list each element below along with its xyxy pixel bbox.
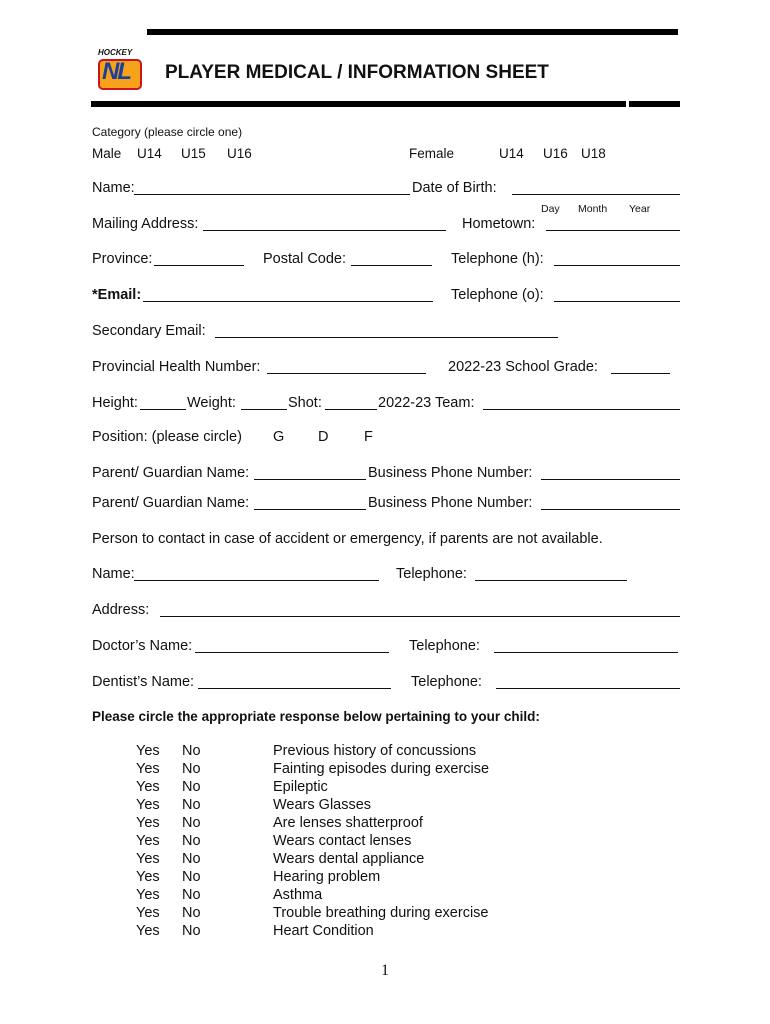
dob-label: Date of Birth: bbox=[412, 180, 497, 196]
team-label: 2022-23 Team: bbox=[378, 395, 475, 411]
question-text: Heart Condition bbox=[273, 923, 374, 939]
question-yes[interactable]: Yes bbox=[136, 851, 160, 867]
parent2-label: Parent/ Guardian Name: bbox=[92, 495, 250, 511]
health-number-field[interactable] bbox=[267, 373, 426, 374]
position-g[interactable]: G bbox=[273, 429, 285, 445]
address-label: Address: bbox=[92, 602, 150, 618]
questions-heading: Please circle the appropriate response below pertaining to your child: bbox=[92, 709, 540, 724]
question-text: Wears dental appliance bbox=[273, 851, 425, 867]
question-yes[interactable]: Yes bbox=[136, 743, 160, 759]
question-yes[interactable]: Yes bbox=[136, 869, 160, 885]
doctor-telephone-label: Telephone: bbox=[409, 638, 480, 654]
school-grade-label: 2022-23 School Grade: bbox=[448, 359, 598, 375]
postal-code-label: Postal Code: bbox=[263, 251, 347, 267]
parent1-label: Parent/ Guardian Name: bbox=[92, 465, 250, 481]
question-text: Hearing problem bbox=[273, 869, 381, 885]
question-no[interactable]: No bbox=[182, 797, 201, 813]
school-grade-field[interactable] bbox=[611, 373, 670, 374]
health-number-label: Provincial Health Number: bbox=[92, 359, 261, 375]
dob-month-label: Month bbox=[578, 203, 608, 215]
weight-label: Weight: bbox=[187, 395, 236, 411]
dob-year-label: Year bbox=[629, 203, 651, 215]
question-text: Epileptic bbox=[273, 779, 328, 795]
question-no[interactable]: No bbox=[182, 761, 201, 777]
email-label: *Email: bbox=[92, 287, 142, 303]
business1-field[interactable] bbox=[541, 479, 680, 480]
question-no[interactable]: No bbox=[182, 851, 201, 867]
postal-code-field[interactable] bbox=[351, 265, 432, 266]
hometown-label: Hometown: bbox=[462, 216, 536, 232]
category-female[interactable]: Female bbox=[409, 146, 455, 161]
category-female-u16[interactable]: U16 bbox=[543, 146, 568, 161]
question-no[interactable]: No bbox=[182, 779, 201, 795]
category-female-u18[interactable]: U18 bbox=[581, 146, 606, 161]
category-male[interactable]: Male bbox=[92, 146, 122, 161]
doctor-telephone-field[interactable] bbox=[494, 652, 678, 653]
title-rule-left bbox=[91, 101, 626, 107]
height-field[interactable] bbox=[140, 409, 186, 410]
doctor-name-field[interactable] bbox=[195, 652, 389, 653]
question-no[interactable]: No bbox=[182, 743, 201, 759]
parent2-field[interactable] bbox=[254, 509, 366, 510]
mailing-address-field[interactable] bbox=[203, 230, 446, 231]
question-text: Previous history of concussions bbox=[273, 743, 477, 759]
province-label: Province: bbox=[92, 251, 153, 267]
category-male-u14[interactable]: U14 bbox=[137, 146, 162, 161]
question-text: Fainting episodes during exercise bbox=[273, 761, 490, 777]
emergency-telephone-field[interactable] bbox=[475, 580, 627, 581]
category-female-u14[interactable]: U14 bbox=[499, 146, 524, 161]
weight-field[interactable] bbox=[241, 409, 287, 410]
question-yes[interactable]: Yes bbox=[136, 923, 160, 939]
question-no[interactable]: No bbox=[182, 869, 201, 885]
category-male-u16[interactable]: U16 bbox=[227, 146, 252, 161]
business1-label: Business Phone Number: bbox=[368, 465, 533, 481]
question-text: Are lenses shatterproof bbox=[273, 815, 423, 831]
category-male-u15[interactable]: U15 bbox=[181, 146, 206, 161]
logo-letters: NL bbox=[102, 58, 130, 85]
question-yes[interactable]: Yes bbox=[136, 761, 160, 777]
question-yes[interactable]: Yes bbox=[136, 905, 160, 921]
page-title: PLAYER MEDICAL / INFORMATION SHEET bbox=[165, 62, 549, 83]
shot-label: Shot: bbox=[288, 395, 322, 411]
secondary-email-field[interactable] bbox=[215, 337, 558, 338]
emergency-telephone-label: Telephone: bbox=[396, 566, 467, 582]
question-yes[interactable]: Yes bbox=[136, 833, 160, 849]
question-no[interactable]: No bbox=[182, 905, 201, 921]
position-label: Position: (please circle) bbox=[92, 429, 242, 445]
question-yes[interactable]: Yes bbox=[136, 815, 160, 831]
dentist-telephone-field[interactable] bbox=[496, 688, 680, 689]
mailing-address-label: Mailing Address: bbox=[92, 216, 199, 232]
top-rule bbox=[147, 29, 678, 35]
dob-field[interactable] bbox=[512, 194, 680, 195]
emergency-name-field[interactable] bbox=[134, 580, 379, 581]
question-no[interactable]: No bbox=[182, 887, 201, 903]
question-no[interactable]: No bbox=[182, 833, 201, 849]
emergency-note: Person to contact in case of accident or emergency, if parents are not available. bbox=[92, 531, 603, 547]
question-text: Wears Glasses bbox=[273, 797, 372, 813]
parent1-field[interactable] bbox=[254, 479, 366, 480]
dentist-name-field[interactable] bbox=[198, 688, 391, 689]
doctor-name-label: Doctor’s Name: bbox=[92, 638, 193, 654]
telephone-home-field[interactable] bbox=[554, 265, 680, 266]
logo-top-text: HOCKEY bbox=[98, 48, 133, 57]
secondary-email-label: Secondary Email: bbox=[92, 323, 206, 339]
page-number: 1 bbox=[381, 962, 389, 979]
province-field[interactable] bbox=[154, 265, 244, 266]
telephone-office-field[interactable] bbox=[554, 301, 680, 302]
shot-field[interactable] bbox=[325, 409, 377, 410]
position-d[interactable]: D bbox=[318, 429, 329, 445]
question-yes[interactable]: Yes bbox=[136, 887, 160, 903]
title-rule-right bbox=[629, 101, 680, 107]
business2-field[interactable] bbox=[541, 509, 680, 510]
category-label: Category (please circle one) bbox=[92, 125, 243, 139]
question-no[interactable]: No bbox=[182, 923, 201, 939]
dob-day-label: Day bbox=[541, 203, 560, 215]
question-yes[interactable]: Yes bbox=[136, 779, 160, 795]
dentist-telephone-label: Telephone: bbox=[411, 674, 482, 690]
name-label: Name: bbox=[92, 180, 135, 196]
hometown-field[interactable] bbox=[546, 230, 680, 231]
question-yes[interactable]: Yes bbox=[136, 797, 160, 813]
question-text: Trouble breathing during exercise bbox=[273, 905, 489, 921]
question-no[interactable]: No bbox=[182, 815, 201, 831]
team-field[interactable] bbox=[483, 409, 680, 410]
telephone-office-label: Telephone (o): bbox=[451, 287, 544, 303]
question-text: Asthma bbox=[273, 887, 323, 903]
business2-label: Business Phone Number: bbox=[368, 495, 533, 511]
telephone-home-label: Telephone (h): bbox=[451, 251, 544, 267]
question-text: Wears contact lenses bbox=[273, 833, 412, 849]
hockey-nl-logo bbox=[94, 48, 142, 90]
dentist-name-label: Dentist’s Name: bbox=[92, 674, 195, 690]
height-label: Height: bbox=[92, 395, 138, 411]
emergency-name-label: Name: bbox=[92, 566, 135, 582]
email-field[interactable] bbox=[143, 301, 433, 302]
name-field[interactable] bbox=[134, 194, 410, 195]
address-field[interactable] bbox=[160, 616, 680, 617]
position-f[interactable]: F bbox=[364, 429, 373, 445]
